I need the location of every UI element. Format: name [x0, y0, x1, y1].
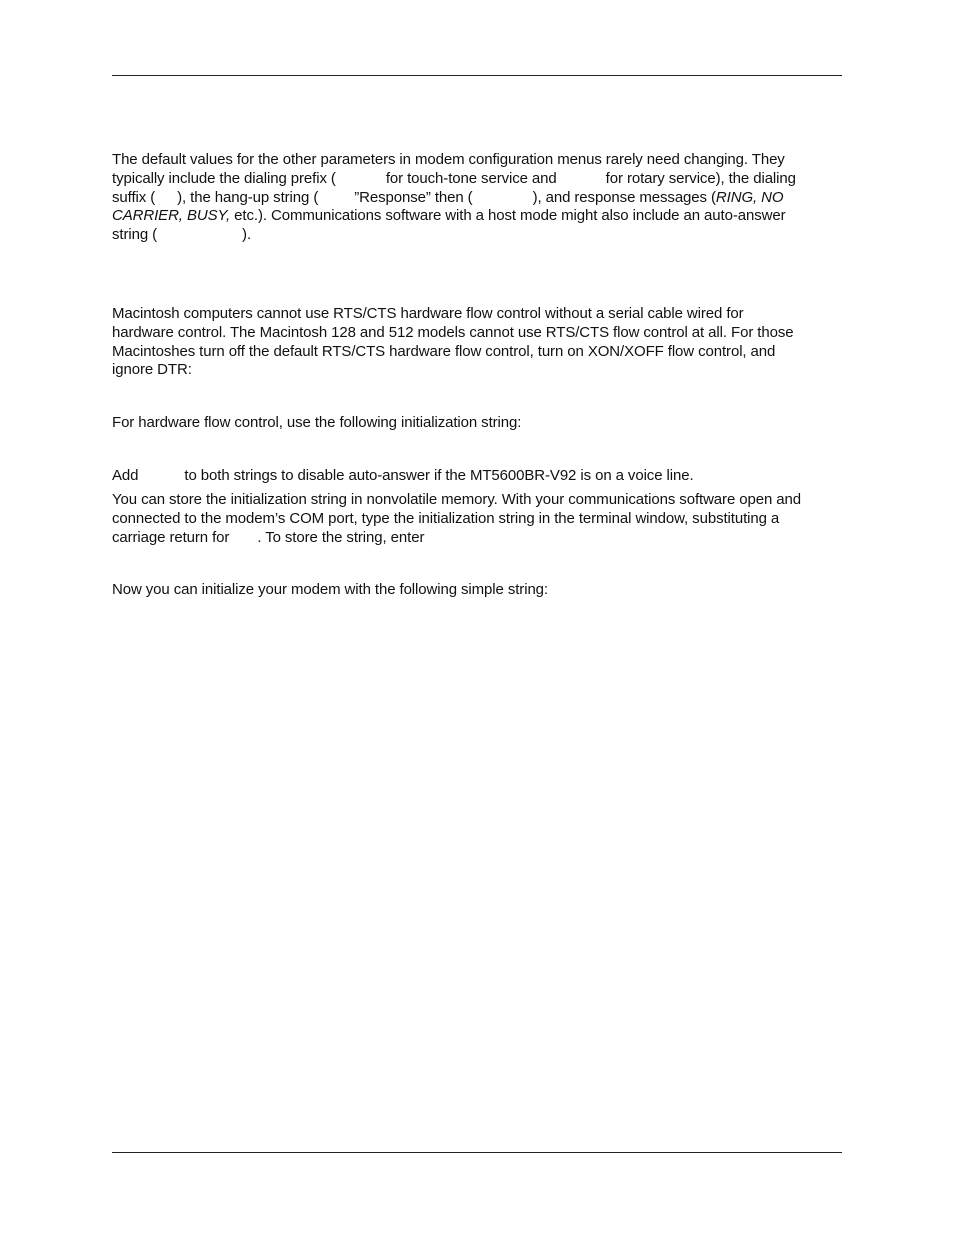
para1-line4: CARRIER, BUSY, etc.). Communications software with a host mode might also include an auto-answer [112, 207, 786, 225]
para3-line1: For hardware flow control, use the following initialization string: [112, 414, 522, 431]
nonvolatile-memory-paragraph [112, 491, 842, 547]
para6-line1: Now you can initialize your modem with the following simple string: [112, 581, 548, 598]
simple-string-paragraph [112, 581, 842, 600]
para2-line4: ignore DTR: [112, 361, 192, 379]
para4-line1: Add to both strings to disable auto-answer if the MT5600BR-V92 is on a voice line. [112, 467, 694, 484]
para2-line1: Macintosh computers cannot use RTS/CTS hardware flow control without a serial cable wired for [112, 305, 744, 322]
hardware-flow-control-paragraph [112, 414, 842, 433]
auto-answer-paragraph [112, 467, 842, 486]
para1-line3: suffix ( ), the hang-up string ( ”Response” then ( ), and response messages (RING, NO [112, 188, 784, 206]
para2-line2: hardware control. The Macintosh 128 and 512 models cannot use RTS/CTS flow control at all. For those [112, 323, 794, 341]
para1-line2: typically include the dialing prefix ( for touch-tone service and for rotary service), the dialing [112, 169, 796, 187]
para5-line1: You can store the initialization string in nonvolatile memory. With your communications software open and [112, 491, 802, 508]
para1-line5: string ( ). [112, 226, 252, 244]
para2-line3: Macintoshes turn off the default RTS/CTS hardware flow control, turn on XON/XOFF flow control, and [112, 342, 776, 360]
macintosh-flow-control-paragraph [112, 305, 842, 380]
para5-line3: carriage return for . To store the string, enter [112, 528, 425, 546]
para1-line1: The default values for the other parameters in modem configuration menus rarely need changing. They [112, 151, 785, 168]
default-parameters-paragraph [112, 151, 842, 245]
footer-rule [112, 1152, 842, 1153]
para5-line2: connected to the modem’s COM port, type the initialization string in the terminal window, substituting a [112, 509, 780, 527]
header-rule [112, 75, 842, 76]
